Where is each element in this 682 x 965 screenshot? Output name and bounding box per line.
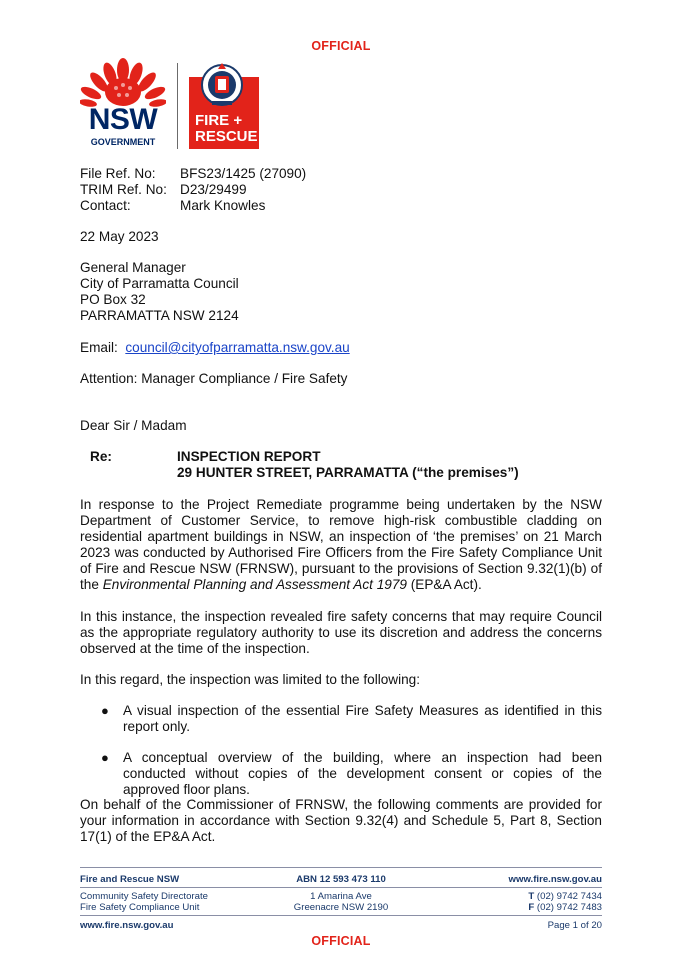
fire-rescue-line1: FIRE + [195,112,243,129]
footer-web-bottom[interactable]: www.fire.nsw.gov.au [80,920,174,931]
footer-addr-line: 1 Amarina Ave [310,891,372,902]
footer-rule-bottom [80,915,602,916]
ref-row-file [80,166,306,182]
subject-line1: INSPECTION REPORT [177,449,321,464]
email-link[interactable]: council@cityofparramatta.nsw.gov.au [125,340,350,355]
footer-dir-line: Community Safety Directorate [80,891,208,902]
ref-label: TRIM Ref. No: [80,182,167,197]
ref-label: File Ref. No: [80,166,156,181]
ref-value: D23/29499 [180,182,247,197]
salutation: Dear Sir / Madam [80,418,187,433]
footer-rule-mid [80,887,602,888]
footer-fax: F (02) 9742 7483 [528,902,602,913]
nsw-government-logo [80,58,166,150]
paragraph-intro [80,497,602,593]
paragraph-concerns: In this instance, the inspection revealed fire safety concerns that may require Council as the appropriate regulatory authority to use its discretion and address the concerns observed at the time of the inspection. [80,609,602,656]
address-line: PO Box 32 [80,292,146,307]
ref-label: Contact: [80,198,131,213]
footer-web-top[interactable]: www.fire.nsw.gov.au [508,874,602,885]
bullet-marker: ● [101,750,109,765]
subject-line2: 29 HUNTER STREET, PARRAMATTA (“the premises”) [177,465,519,480]
email-label: Email: [80,340,118,355]
footer-contact [452,891,602,913]
ref-row-trim [80,182,306,198]
official-footer: OFFICIAL [311,934,371,948]
act-title: Environmental Planning and Assessment Act 1979 [102,577,407,592]
page-number: Page 1 of 20 [547,920,602,931]
paragraph-limited: In this regard, the inspection was limited to the following: [80,672,421,687]
fire-rescue-crest-icon [200,61,244,111]
paragraph-comments: On behalf of the Commissioner of FRNSW, the following comments are provided for your information in accordance with Section 9.32(4) and Schedule 5, Part 8, Section 17(1) of the EP&A Act. [80,797,602,844]
bullet-marker: ● [101,703,109,718]
footer-directorate [80,891,208,913]
fire-rescue-logo [189,61,259,149]
nsw-government-label: GOVERNMENT [90,137,156,147]
letter-date: 22 May 2023 [80,229,159,244]
ref-value: Mark Knowles [180,198,266,213]
footer-address [280,891,402,913]
bullet-item: A visual inspection of the essential Fire Safety Measures as identified in this report only. [123,703,602,734]
reference-block [80,166,306,214]
subject-label: Re: [90,449,112,464]
ref-value: BFS23/1425 (27090) [180,166,307,181]
bullet-item: A conceptual overview of the building, where an inspection had been conducted without copies of the development consent or copies of the approved floor plans. [123,750,602,797]
address-line: City of Parramatta Council [80,276,239,291]
address-line: PARRAMATTA NSW 2124 [80,308,239,323]
attention-line: Attention: Manager Compliance / Fire Safety [80,371,348,386]
footer-addr-line: Greenacre NSW 2190 [293,902,389,913]
footer-phone: T (02) 9742 7434 [528,891,602,902]
footer-abn: ABN 12 593 473 110 [296,874,386,885]
nsw-wordmark: NSW [88,103,158,136]
official-header: OFFICIAL [311,39,371,53]
fire-rescue-line2: RESCUE [195,128,258,145]
ref-row-contact [80,198,306,214]
footer-dir-line: Fire Safety Compliance Unit [80,902,200,913]
footer-org: Fire and Rescue NSW [80,874,180,885]
paragraph-text: (EP&A Act). [406,577,482,592]
logo-divider [177,63,178,149]
address-line: General Manager [80,260,186,275]
footer-rule-top [80,867,602,868]
waratah-icon [80,58,166,108]
recipient-address [80,260,239,324]
paragraph-text: In response to the Project Remediate programme being undertaken by the NSW Department of Customer Service, to remove high-risk combustible cladding on residential apartment buildings in NSW, an inspection of ‘the premises’ on 21 March 2023 was conducted by Authorised Fire Officers from the Fire Safety Compliance Unit of Fire and Rescue NSW (FRNSW), pursuant to the provisions of Section 9.32(1)(b) of the [80,497,602,592]
email-line [80,340,350,356]
